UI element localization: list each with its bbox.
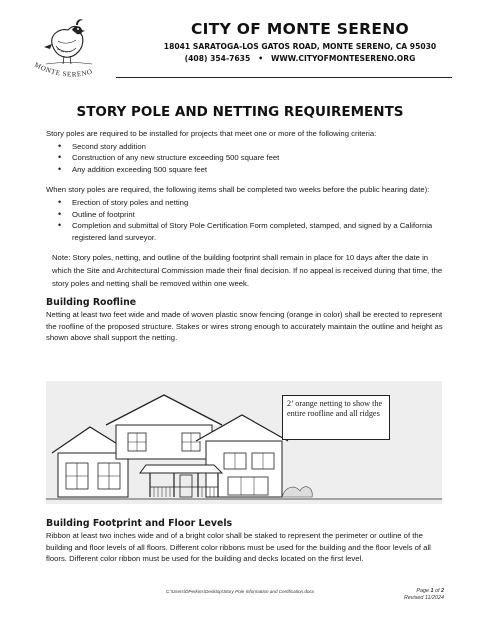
footprint-heading: Building Footprint and Floor Levels (46, 518, 233, 529)
city-address: 18041 SARATOGA-LOS GATOS ROAD, MONTE SERENO, CA 95030 (163, 42, 437, 51)
document-title: STORY POLE AND NETTING REQUIREMENTS (76, 104, 404, 120)
requirements-text: When story poles are required, the following items shall be completed two weeks before the public hearing date): (46, 185, 430, 195)
logo-text: MONTE SERENO (33, 60, 94, 79)
footprint-text: Ribbon at least two inches wide and of a bright color shall be staked to represent the perimeter or outline of the building and floor levels of all floors. Different color ribbons must be used for the building and the floor levels of all floors. Different color ribbon must be used for the building and decks located on the first level. (46, 531, 431, 564)
list-item: • Any addition exceeding 500 square feet (46, 164, 444, 176)
document-body (46, 128, 444, 344)
footprint-section (46, 518, 444, 565)
city-logo (30, 14, 116, 82)
separator-dot: • (258, 54, 264, 63)
page-label: Page (416, 588, 429, 594)
page-number (404, 588, 444, 595)
city-website: WWW.CITYOFMONTESERENO.ORG (270, 54, 416, 63)
page-total: 2 (441, 588, 444, 594)
list-item: • Construction of any new structure exceeding 500 square feet (46, 152, 444, 164)
list-item: • Outline of footprint (46, 209, 444, 221)
note-text: Note: Story poles, netting, and outline of the building footprint shall remain in place for 10 days after the date in which the Site and Architectural Commission made their final decision. If no appeal is received during that time, the story poles and netting shall be removed within one week. (52, 253, 443, 288)
letterhead (150, 20, 450, 64)
header-rule (116, 77, 452, 78)
criteria-list (46, 141, 444, 176)
contact-line (150, 54, 450, 64)
requirements-list (46, 197, 444, 243)
list-item: • Completion and submittal of Story Pole Certification Form completed, stamped, and signed by a California registered land surveyor. (46, 220, 444, 243)
page-footer (404, 588, 444, 602)
list-item: • Second story addition (46, 141, 444, 153)
roofline-heading: Building Roofline (46, 297, 137, 309)
list-item: • Erection of story poles and netting (46, 197, 444, 209)
file-path: C:\Users\DPerkins\Desktop\Story Pole Information and Certification.docx (165, 589, 315, 594)
intro-text: Story poles are required to be installed for projects that meet one or more of the following criteria: (46, 129, 377, 138)
page-current: 1 (430, 588, 434, 594)
page-of: of (435, 588, 440, 594)
city-phone: (408) 354-7635 (184, 54, 251, 63)
roofline-text: Netting at least two feet wide and made of woven plastic snow fencing (orange in color) shall be erected to represent the roofline of the proposed structure. Stakes or wires strong enough to accurately maintain the outline and height as shown above shall support the netting. (46, 310, 443, 343)
quail-logo-icon (30, 14, 116, 82)
revised-date: Revised 11/2024 (403, 595, 444, 601)
netting-callout: 2’ orange netting to show the entire roofline and all ridges (282, 395, 390, 440)
city-name: CITY OF MONTE SERENO (190, 20, 410, 38)
